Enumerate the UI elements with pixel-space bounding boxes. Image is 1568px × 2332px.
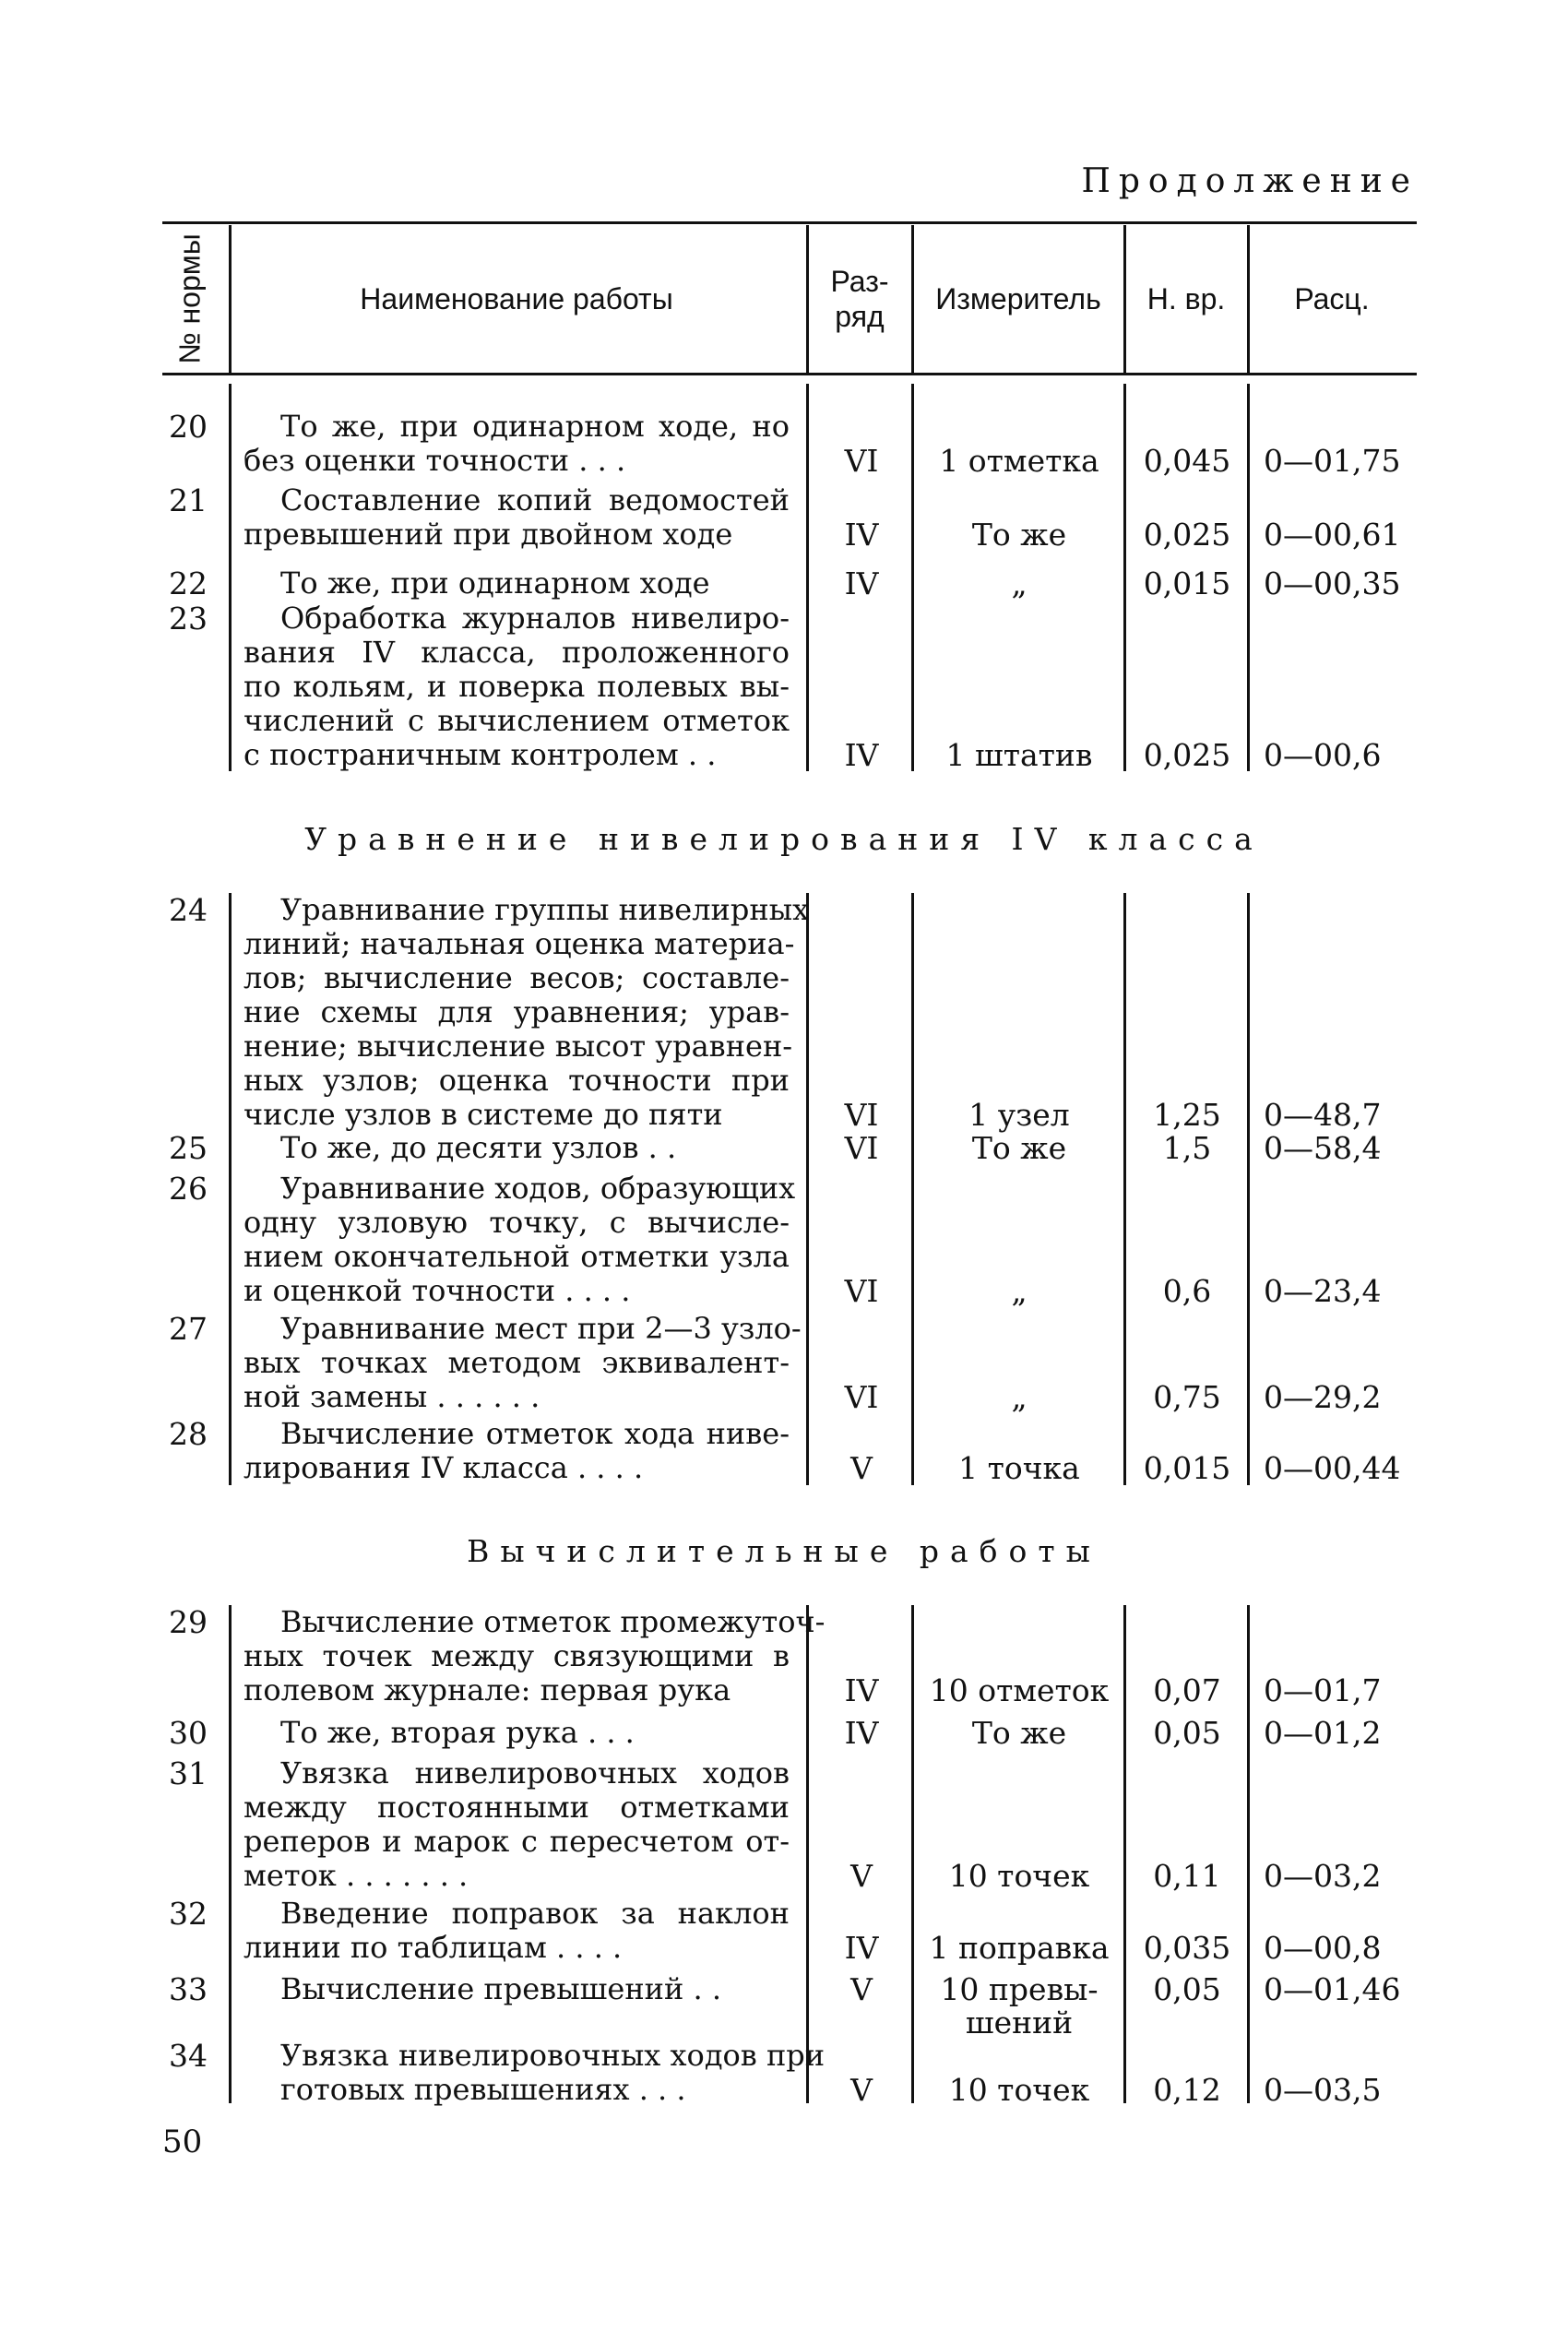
row-norm: 0,035 xyxy=(1143,1930,1231,1966)
row-number: 27 xyxy=(169,1311,208,1347)
row-rank: VI xyxy=(844,1273,879,1309)
row-rate: 0—00,35 xyxy=(1264,565,1401,601)
row-rank: IV xyxy=(844,1930,879,1966)
row-unit: 1 узел xyxy=(968,1097,1070,1133)
row-unit: 1 штатив xyxy=(945,737,1093,773)
row-name-line: готовых превышениях . . . xyxy=(280,2072,686,2107)
row-name-line: Введение поправок за наклон xyxy=(280,1896,790,1931)
block1-col-rule xyxy=(1247,384,1250,771)
block1-col-rule xyxy=(911,384,914,771)
header-unit-label: Измеритель xyxy=(935,282,1101,315)
row-number: 31 xyxy=(169,1755,208,1791)
row-number: 25 xyxy=(169,1130,208,1166)
row-name xyxy=(244,1171,796,1308)
row-rate: 0—29,2 xyxy=(1264,1379,1382,1415)
row-norm: 0,12 xyxy=(1153,2072,1221,2108)
row-unit: То же xyxy=(971,517,1067,553)
row-name-line: превышений при двойном ходе xyxy=(244,517,733,552)
row-name xyxy=(244,1604,826,1707)
row-name-line: числе узлов в системе до пяти xyxy=(244,1097,723,1132)
header-num-label: № нормы xyxy=(172,233,207,364)
header-bottom-rule xyxy=(162,373,1417,375)
header-top-rule xyxy=(162,221,1417,224)
row-number: 24 xyxy=(169,892,208,928)
row-rank: V xyxy=(850,1450,873,1486)
row-rate: 0—58,4 xyxy=(1264,1130,1382,1166)
row-name xyxy=(244,410,790,478)
row-number: 21 xyxy=(169,482,208,518)
row-name-line: по кольям, и поверка полевых вы- xyxy=(244,669,790,704)
row-number: 28 xyxy=(169,1416,208,1452)
row-name-line: Увязка нивелировочных ходов при xyxy=(280,2038,826,2073)
row-name xyxy=(244,892,810,1132)
row-name xyxy=(244,1311,802,1414)
row-name-line: числений с вычислением отметок xyxy=(244,703,790,738)
row-rate: 0—00,8 xyxy=(1264,1930,1382,1966)
row-number: 30 xyxy=(169,1715,208,1751)
header-norm xyxy=(1125,225,1247,373)
row-name-line: вания IV класса, проложенного xyxy=(244,635,790,670)
row-rank: VI xyxy=(844,443,879,479)
row-name xyxy=(244,566,790,601)
header-col-rule xyxy=(1123,225,1126,373)
continuation-label: Продолжение xyxy=(1081,162,1419,200)
header-rank xyxy=(808,225,911,373)
row-name-line: То же, при одинарном ходе, но xyxy=(280,409,790,444)
row-name-line: и оценкой точности . . . . xyxy=(244,1273,631,1308)
row-name-line: лов; вычисление весов; составле- xyxy=(244,960,790,995)
row-norm: 0,05 xyxy=(1153,1971,1221,2007)
row-name-line: ние схемы для уравнения; урав- xyxy=(244,994,790,1029)
row-name-line: линий; начальная оценка материа- xyxy=(244,926,795,961)
row-unit: 1 отметка xyxy=(939,443,1099,479)
row-norm: 0,07 xyxy=(1153,1672,1221,1708)
row-norm: 1,25 xyxy=(1153,1097,1221,1133)
row-name-line: Вычисление отметок хода ниве- xyxy=(280,1416,790,1451)
header-name xyxy=(231,225,802,373)
row-name xyxy=(244,1131,790,1165)
row-unit: То же xyxy=(971,1715,1067,1751)
row-name-line: нение; вычисление высот уравнен- xyxy=(244,1029,793,1064)
row-number: 29 xyxy=(169,1604,208,1640)
row-number: 26 xyxy=(169,1171,208,1207)
block3-col-rule xyxy=(911,1605,914,2103)
block2-col-rule xyxy=(229,893,232,1485)
row-name xyxy=(244,1756,790,1893)
row-name-line: Уравнивание мест при 2—3 узло- xyxy=(280,1311,802,1346)
row-name-line: Вычисление отметок промежуточ- xyxy=(280,1604,826,1639)
row-name-line: линии по таблицам . . . . xyxy=(244,1930,623,1965)
row-name-line: Уравнивание группы нивелирных xyxy=(280,892,810,927)
header-unit xyxy=(913,225,1123,373)
row-name-line: без оценки точности . . . xyxy=(244,443,626,478)
row-rank: VI xyxy=(844,1379,879,1415)
block3-col-rule xyxy=(1123,1605,1126,2103)
row-number: 34 xyxy=(169,2038,208,2074)
row-name-line: Обработка журналов нивелиро- xyxy=(280,601,790,636)
row-name-line: вых точках методом эквивалент- xyxy=(244,1345,790,1380)
row-name-line: То же, до десяти узлов . . xyxy=(280,1130,677,1165)
row-name xyxy=(244,1716,790,1750)
block3-col-rule xyxy=(806,1605,809,2103)
row-rate: 0—01,46 xyxy=(1264,1971,1401,2007)
row-name-line: Вычисление превышений . . xyxy=(280,1971,722,2006)
row-name-line: Увязка нивелировочных ходов xyxy=(280,1755,790,1791)
row-unit: 10 превы- xyxy=(940,1971,1099,2007)
page-number: 50 xyxy=(162,2124,203,2160)
row-unit-line-2: шений xyxy=(965,2005,1074,2040)
row-unit: „ xyxy=(1011,1379,1028,1415)
row-rate: 0—00,44 xyxy=(1264,1450,1401,1486)
row-norm: 0,025 xyxy=(1143,737,1231,773)
row-norm: 0,05 xyxy=(1153,1715,1221,1751)
row-unit: 1 точка xyxy=(958,1450,1080,1486)
block1-col-rule xyxy=(1123,384,1126,771)
header-rate-label: Расц. xyxy=(1294,282,1370,315)
row-number: 23 xyxy=(169,601,208,637)
row-name xyxy=(244,1972,790,2006)
header-col-rule xyxy=(229,225,232,373)
row-rate: 0—48,7 xyxy=(1264,1097,1382,1133)
header-col-rule xyxy=(806,225,809,373)
row-rank: IV xyxy=(844,517,879,553)
block2-col-rule xyxy=(911,893,914,1485)
row-rate: 0—01,7 xyxy=(1264,1672,1382,1708)
row-name xyxy=(244,601,790,772)
row-rank: VI xyxy=(844,1130,879,1166)
header-rank-line-2: ряд xyxy=(835,300,885,333)
section-title: Уравнение нивелирования IV класса xyxy=(304,821,1264,857)
block2-col-rule xyxy=(1123,893,1126,1485)
row-name-line: То же, вторая рука . . . xyxy=(280,1715,635,1750)
block1-col-rule xyxy=(806,384,809,771)
row-name xyxy=(244,1417,790,1485)
row-number: 20 xyxy=(169,409,208,445)
row-unit: „ xyxy=(1011,1273,1028,1309)
row-norm: 1,5 xyxy=(1162,1130,1212,1166)
row-name-line: между постоянными отметками xyxy=(244,1790,790,1825)
row-name xyxy=(244,1897,790,1965)
block3-col-rule xyxy=(1247,1605,1250,2103)
row-norm: 0,6 xyxy=(1162,1273,1212,1309)
row-norm: 0,015 xyxy=(1143,565,1231,601)
row-name-line: меток . . . . . . . xyxy=(244,1858,469,1893)
row-rank: IV xyxy=(844,737,879,773)
row-rate: 0—03,2 xyxy=(1264,1858,1382,1894)
row-norm: 0,11 xyxy=(1153,1858,1221,1894)
row-name-line: нием окончательной отметки узла xyxy=(244,1239,790,1274)
row-number: 22 xyxy=(169,565,208,601)
block3-col-rule xyxy=(229,1605,232,2103)
header-name-label: Наименование работы xyxy=(360,282,673,315)
row-unit: 1 поправка xyxy=(929,1930,1110,1966)
header-col-rule xyxy=(1247,225,1250,373)
row-number: 33 xyxy=(169,1971,208,2007)
row-name-line: Уравнивание ходов, образующих xyxy=(280,1171,796,1206)
row-name-line: с постраничным контролем . . xyxy=(244,737,717,772)
row-rate: 0—03,5 xyxy=(1264,2072,1382,2108)
row-rank: V xyxy=(850,1858,873,1894)
header-rate xyxy=(1249,225,1415,373)
row-name xyxy=(244,2038,826,2107)
row-norm: 0,015 xyxy=(1143,1450,1231,1486)
row-name-line: ных узлов; оценка точности при xyxy=(244,1063,790,1098)
row-rate: 0—01,2 xyxy=(1264,1715,1382,1751)
row-rate: 0—00,61 xyxy=(1264,517,1401,553)
header-norm-label: Н. вр. xyxy=(1146,282,1226,315)
header-rank-line-1: Раз- xyxy=(830,265,889,298)
row-rank: IV xyxy=(844,1672,879,1708)
row-unit: 10 отметок xyxy=(929,1672,1110,1708)
row-norm: 0,75 xyxy=(1153,1379,1221,1415)
block1-col-rule xyxy=(229,384,232,771)
row-unit: 10 точек xyxy=(948,2072,1090,2108)
row-unit: „ xyxy=(1011,565,1028,601)
row-name-line: одну узловую точку, с вычисле- xyxy=(244,1205,790,1240)
row-name-line: полевом журнале: первая рука xyxy=(244,1672,731,1707)
row-rank: V xyxy=(850,2072,873,2108)
row-rank: IV xyxy=(844,1715,879,1751)
header-num xyxy=(162,225,218,373)
row-rate: 0—00,6 xyxy=(1264,737,1382,773)
row-norm: 0,025 xyxy=(1143,517,1231,553)
row-name-line: То же, при одинарном ходе xyxy=(280,565,710,601)
row-name-line: лирования IV класса . . . . xyxy=(244,1450,644,1485)
section-title: Вычислительные работы xyxy=(467,1533,1101,1569)
row-number: 32 xyxy=(169,1896,208,1932)
row-unit: 10 точек xyxy=(948,1858,1090,1894)
row-name-line: Составление копий ведомостей xyxy=(280,482,790,518)
row-norm: 0,045 xyxy=(1143,443,1231,479)
row-name-line: ной замены . . . . . . xyxy=(244,1379,540,1414)
row-rank: V xyxy=(850,1971,873,2007)
row-rank: VI xyxy=(844,1097,879,1133)
block2-col-rule xyxy=(806,893,809,1485)
header-col-rule xyxy=(911,225,914,373)
row-name-line: реперов и марок с пересчетом от- xyxy=(244,1824,790,1859)
row-rate: 0—23,4 xyxy=(1264,1273,1382,1309)
row-rank: IV xyxy=(844,565,879,601)
row-rate: 0—01,75 xyxy=(1264,443,1401,479)
row-name-line: ных точек между связующими в xyxy=(244,1638,790,1673)
row-name xyxy=(244,483,790,552)
block2-col-rule xyxy=(1247,893,1250,1485)
row-unit: То же xyxy=(971,1130,1067,1166)
